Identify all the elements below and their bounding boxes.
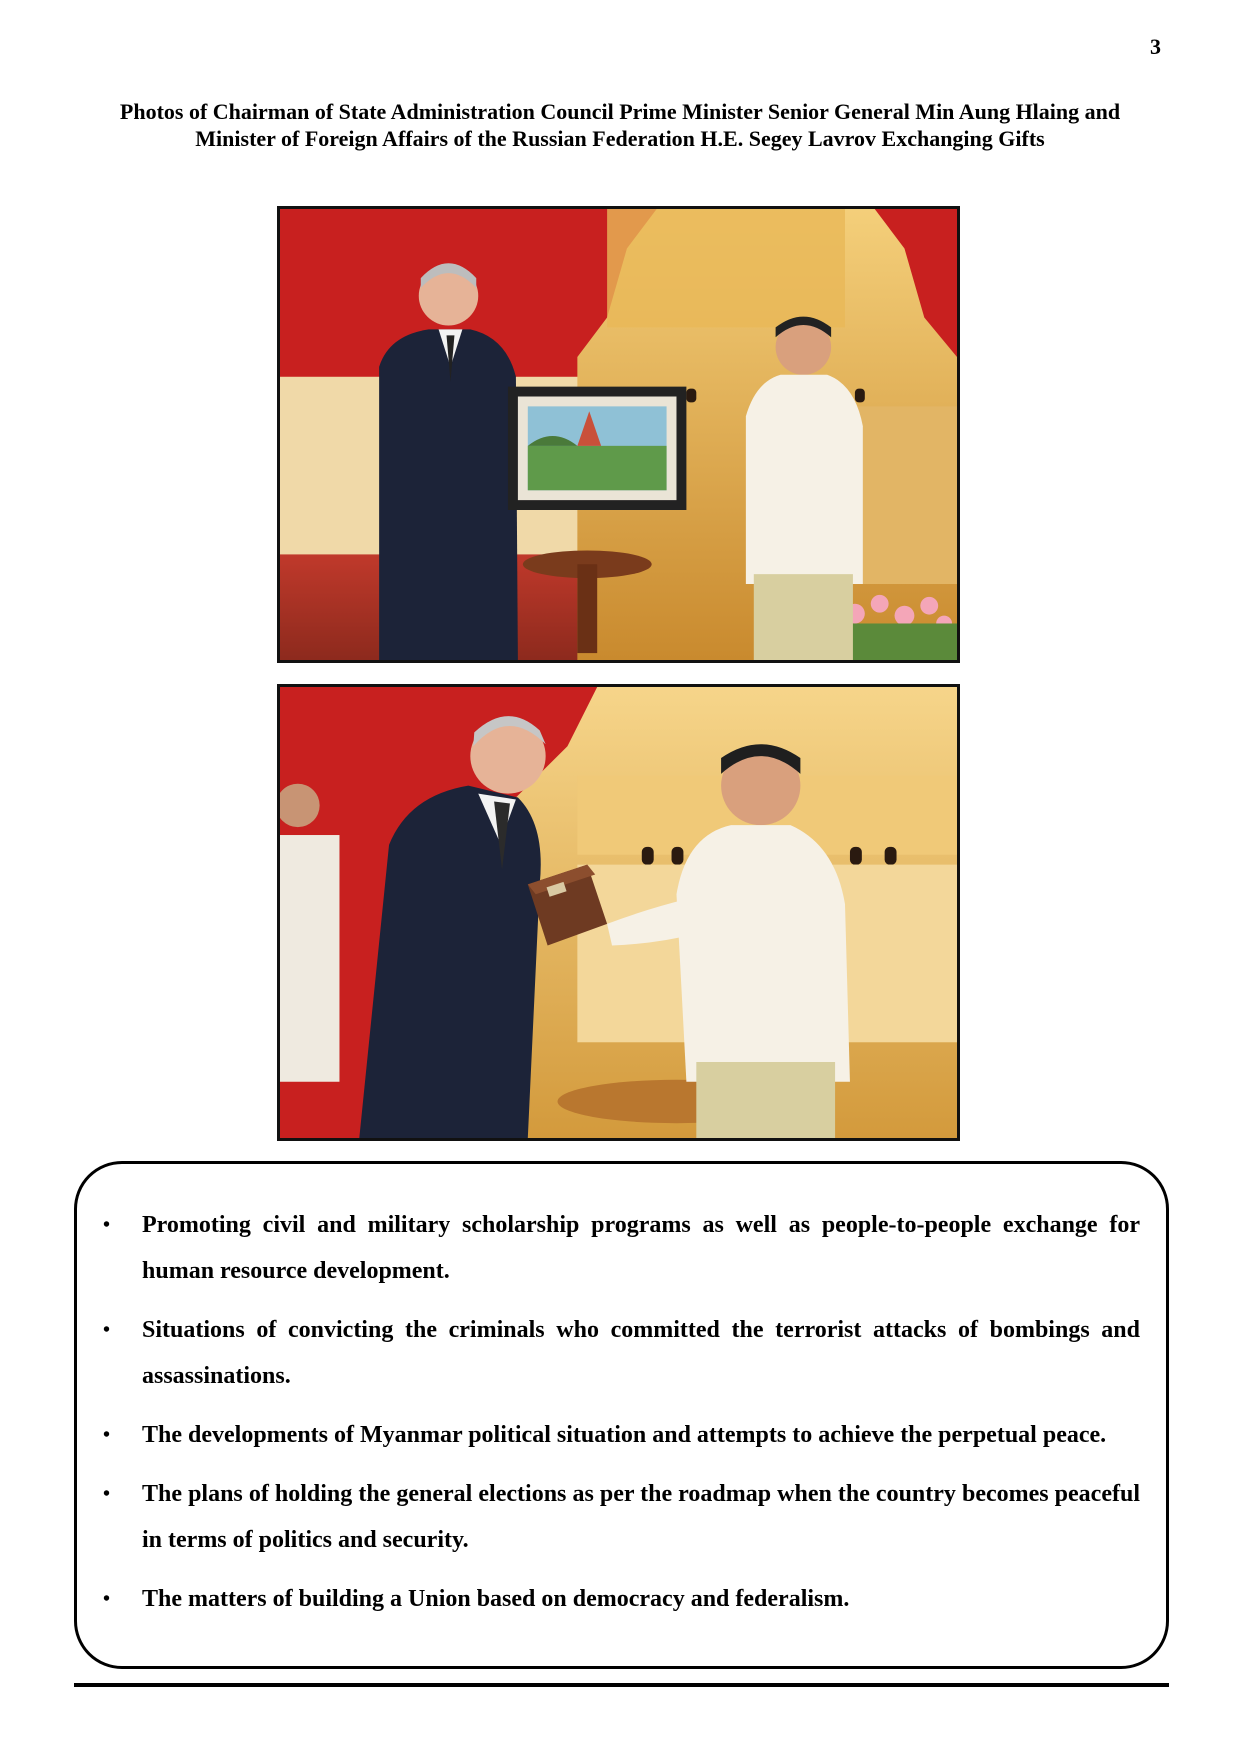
list-item (77, 1471, 1166, 1563)
discussion-points-box (74, 1161, 1169, 1669)
list-item (77, 1202, 1166, 1294)
list-item-text: The matters of building a Union based on democracy and federalism. (142, 1586, 850, 1612)
list-item-text: The plans of holding the general elections as per the roadmap when the country becomes peaceful in terms of politics and security. (142, 1481, 1140, 1553)
photo-gift-box-image (280, 687, 957, 1138)
bullet-icon: • (103, 1214, 111, 1236)
page-title: Photos of Chairman of State Administration Council Prime Minister Senior General Min Aung Hlaing and Minister of Foreign Affairs of the Russian Federation H.E. Segey Lavrov Exchanging Gifts (119, 99, 1121, 151)
bullet-icon: • (103, 1588, 111, 1610)
list-item (77, 1576, 1166, 1622)
photo-gift-painting (277, 206, 960, 663)
list-item-text: The developments of Myanmar political situation and attempts to achieve the perpetual peace. (142, 1422, 1107, 1448)
list-item (77, 1412, 1166, 1458)
discussion-points-list (77, 1202, 1166, 1635)
bullet-icon: • (103, 1319, 111, 1341)
photo-gift-painting-image (280, 209, 957, 660)
bullet-icon: • (103, 1424, 111, 1446)
bullet-icon: • (103, 1483, 111, 1505)
photo-gift-box (277, 684, 960, 1141)
list-item (77, 1307, 1166, 1399)
list-item-text: Situations of convicting the criminals who committed the terrorist attacks of bombings and assassinations. (142, 1317, 1140, 1389)
bottom-rule (74, 1683, 1169, 1687)
list-item-text: Promoting civil and military scholarship programs as well as people-to-people exchange for human resource development. (142, 1212, 1140, 1284)
page-number: 3 (1150, 34, 1161, 59)
